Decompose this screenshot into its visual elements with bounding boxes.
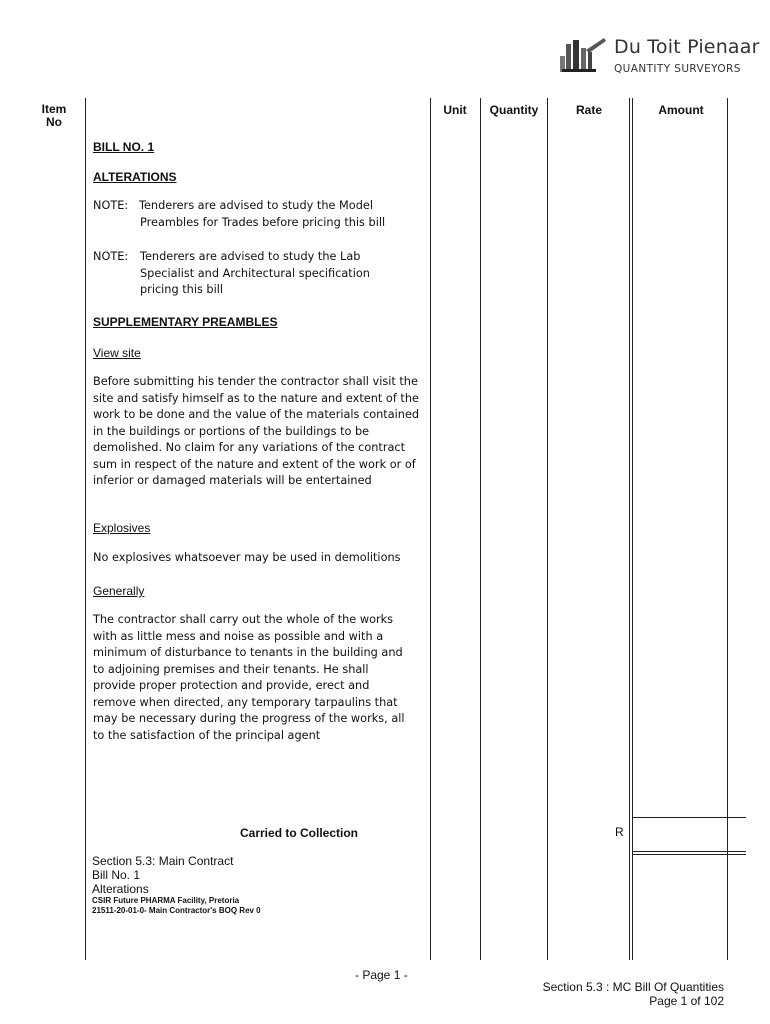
footer-bill-no: Bill No. 1 — [92, 868, 141, 882]
footer-doc-ref: 21511-20-01-0- Main Contractor's BOQ Rev 0 — [92, 906, 261, 915]
header-unit: Unit — [443, 103, 467, 117]
footer-project: CSIR Future PHARMA Facility, Pretoria — [92, 896, 240, 905]
note-lab-specialist-text: Tenderers are advised to study the Lab Specialist and Architectural specification pricing this bill — [140, 250, 370, 296]
header-item-no — [36, 103, 72, 129]
logo-company-name: Du Toit Pienaar — [614, 36, 760, 58]
column-rule-item — [85, 98, 86, 960]
note-lab-specialist-label: NOTE: — [93, 250, 129, 263]
column-rule-description — [430, 98, 431, 960]
column-rule-rate-b — [632, 98, 633, 960]
footer-section: Section 5.3: Main Contract — [92, 854, 234, 868]
note-lab-specialist — [93, 249, 423, 299]
company-logo — [556, 36, 760, 78]
carried-to-collection-label: Carried to Collection — [240, 826, 359, 840]
note-model-preambles-label: NOTE: — [93, 199, 129, 212]
total-top-rule — [632, 817, 746, 818]
column-rule-quantity — [547, 98, 548, 960]
bill-number-heading: BILL NO. 1 — [93, 140, 155, 154]
header-item-label: Item — [41, 102, 67, 116]
footer-bill-name: Alterations — [92, 882, 149, 896]
footer-section-info — [92, 854, 261, 916]
generally-heading: Generally — [93, 584, 145, 598]
header-quantity: Quantity — [489, 103, 539, 117]
view-site-text: Before submitting his tender the contractor shall visit the site and satisfy himself as to the nature and extent of the work to be done and the value of the materials contained in the buildings or portions of the buildings to be demolished. No claim for any variations of the contract sum in respect of the nature and extent of the work or of inferior or damaged materials will be entertained — [93, 375, 420, 487]
logo-company-subtitle: QUANTITY SURVEYORS — [614, 63, 741, 75]
view-site-heading: View site — [93, 346, 141, 360]
currency-symbol: R — [615, 825, 624, 839]
explosives-text: No explosives whatsoever may be used in demolitions — [93, 551, 401, 564]
supplementary-preambles-heading: SUPPLEMENTARY PREAMBLES — [93, 315, 278, 329]
page-footer-right — [490, 980, 724, 1008]
explosives-heading: Explosives — [93, 521, 151, 535]
column-rule-unit — [480, 98, 481, 960]
column-rule-amount — [727, 98, 728, 960]
total-bottom-rule-b — [632, 854, 746, 855]
page-number-center: - Page 1 - — [355, 968, 408, 982]
header-rate: Rate — [575, 103, 602, 117]
building-logo-icon — [556, 36, 612, 76]
header-amount: Amount — [658, 103, 704, 117]
note-model-preambles-text: Tenderers are advised to study the Model Preambles for Trades before pricing this bill — [139, 199, 386, 229]
column-rule-rate-a — [629, 98, 630, 960]
header-no-label: No — [46, 115, 62, 129]
note-model-preambles — [93, 198, 423, 232]
footer-page-of: Page 1 of 102 — [649, 994, 724, 1008]
generally-text: The contractor shall carry out the whole of the works with as little mess and noise as possible and with a minimum of disturbance to tenants in the building and to adjoining premises and their tenants. He shall provide proper protection and provide, erect and remove when directed, any temporary tarpaulins that may be necessary during the progress of the works, all to the satisfaction of the principal agent — [93, 613, 405, 742]
footer-doc-title: Section 5.3 : MC Bill Of Quantities — [542, 980, 724, 994]
alterations-heading: ALTERATIONS — [93, 170, 177, 184]
total-bottom-rule-a — [632, 851, 746, 852]
